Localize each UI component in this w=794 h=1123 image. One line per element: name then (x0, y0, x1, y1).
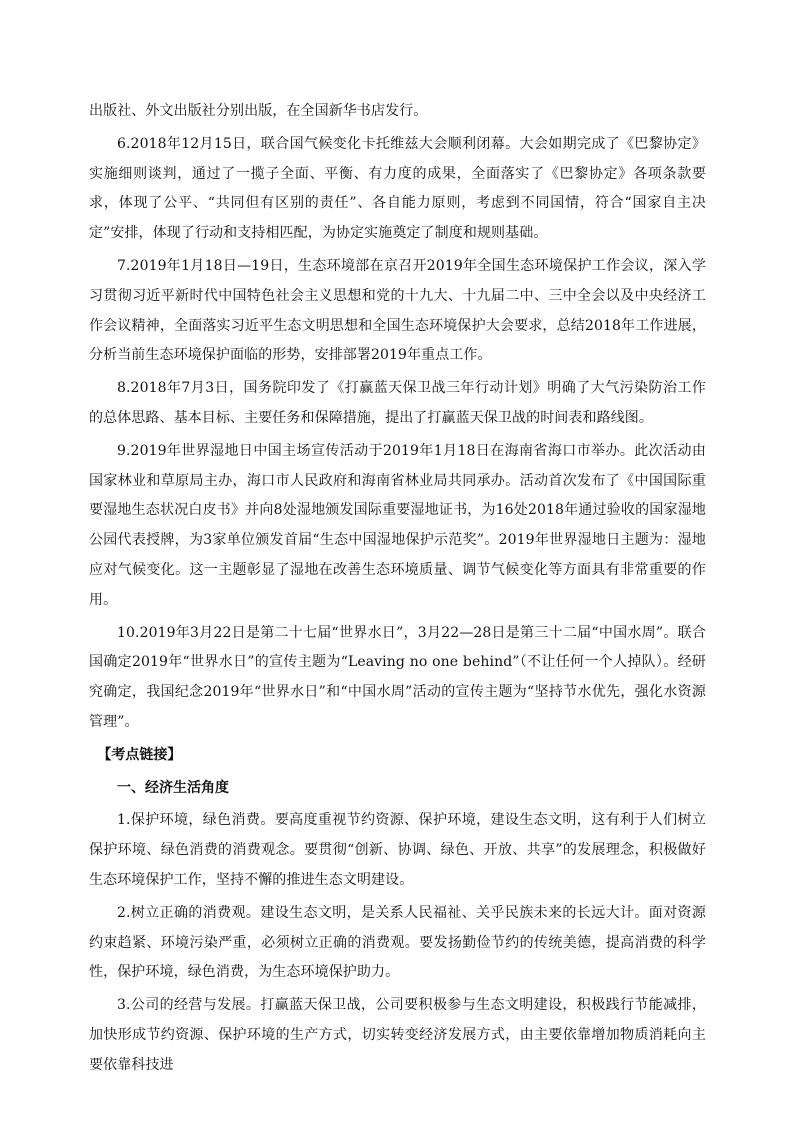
section-heading: 【考点链接】 (97, 746, 182, 763)
paragraph-item-10: 10.2019年3月22日是第二十七届“世界水日”，3月22—28日是第三十二届“中国水周”。联合国确定2019年“世界水日”的宣传主题为“Leaving no one behind”（不让任何一个人掉队）。经研究确定，我国纪念2019年“世界水日”和“中国水周”活动的宣传主题为“坚持节水优先，强化水资源管理”。 (89, 624, 706, 730)
subsection-heading: 一、经济生活角度 (117, 779, 229, 796)
point-item-1: 1.保护环境，绿色消费。要高度重视节约资源、保护环境，建设生态文明，这有利于人们树立保护环境、绿色消费的消费观念。要贯彻“创新、协调、绿色、开放、共享”的发展理念，积极做好生态环境保护工作，坚持不懈的推进生态文明建设。 (89, 812, 706, 888)
point-item-3: 3.公司的经营与发展。打赢蓝天保卫战，公司要积极参与生态文明建设，积极践行节能减排，加快形成节约资源、保护环境的生产方式，切实转变经济发展方式，由主要依靠增加物质消耗向主要依靠科技进 (89, 997, 706, 1073)
paragraph-item-7: 7.2019年1月18日—19日，生态环境部在京召开2019年全国生态环境保护工作会议，深入学习贯彻习近平新时代中国特色社会主义思想和党的十九大、十九届二中、三中全会以及中央经济工作会议精神，全面落实习近平生态文明思想和全国生态环境保护大会要求，总结2018年工作进展，分析当前生态环境保护面临的形势，安排部署2019年重点工作。 (89, 257, 706, 364)
paragraph-continuation: 出版社、外文出版社分别出版，在全国新华书店发行。 (89, 103, 428, 119)
paragraph-item-9: 9.2019年世界湿地日中国主场宣传活动于2019年1月18日在海南省海口市举办。此次活动由国家林业和草原局主办，海口市人民政府和海南省林业局共同承办。活动首次发布了《中国国际重要湿地生态状况白皮书》并向8处湿地颁发国际重要湿地证书，为16处2018年通过验收的国家湿地公园代表授牌，为3家单位颁发首届“生态中国湿地保护示范奖”。2019年世界湿地日主题为：湿地应对气候变化。这一主题彰显了湿地在改善生态环境质量、调节气候变化等方面具有非常重要的作用。 (89, 442, 706, 608)
paragraph-item-6: 6.2018年12月15日，联合国气候变化卡托维兹大会顺利闭幕。大会如期完成了《巴黎协定》实施细则谈判，通过了一揽子全面、平衡、有力度的成果，全面落实了《巴黎协定》各项条款要求，体现了公平、“共同但有区别的责任”、各自能力原则，考虑到不同国情，符合“国家自主决定”安排，体现了行动和支持相匹配，为协定实施奠定了制度和规则基础。 (89, 135, 706, 242)
paragraph-item-8: 8.2018年7月3日，国务院印发了《打赢蓝天保卫战三年行动计划》明确了大气污染防治工作的总体思路、基本目标、主要任务和保障措施，提出了打赢蓝天保卫战的时间表和路线图。 (89, 380, 706, 426)
point-item-2: 2.树立正确的消费观。建设生态文明，是关系人民福祉、关乎民族未来的长远大计。面对资源约束趋紧、环境污染严重，必须树立正确的消费观。要发扬勤俭节约的传统美德，提高消费的科学性，保护环境，绿色消费，为生态环境保护助力。 (89, 904, 706, 981)
